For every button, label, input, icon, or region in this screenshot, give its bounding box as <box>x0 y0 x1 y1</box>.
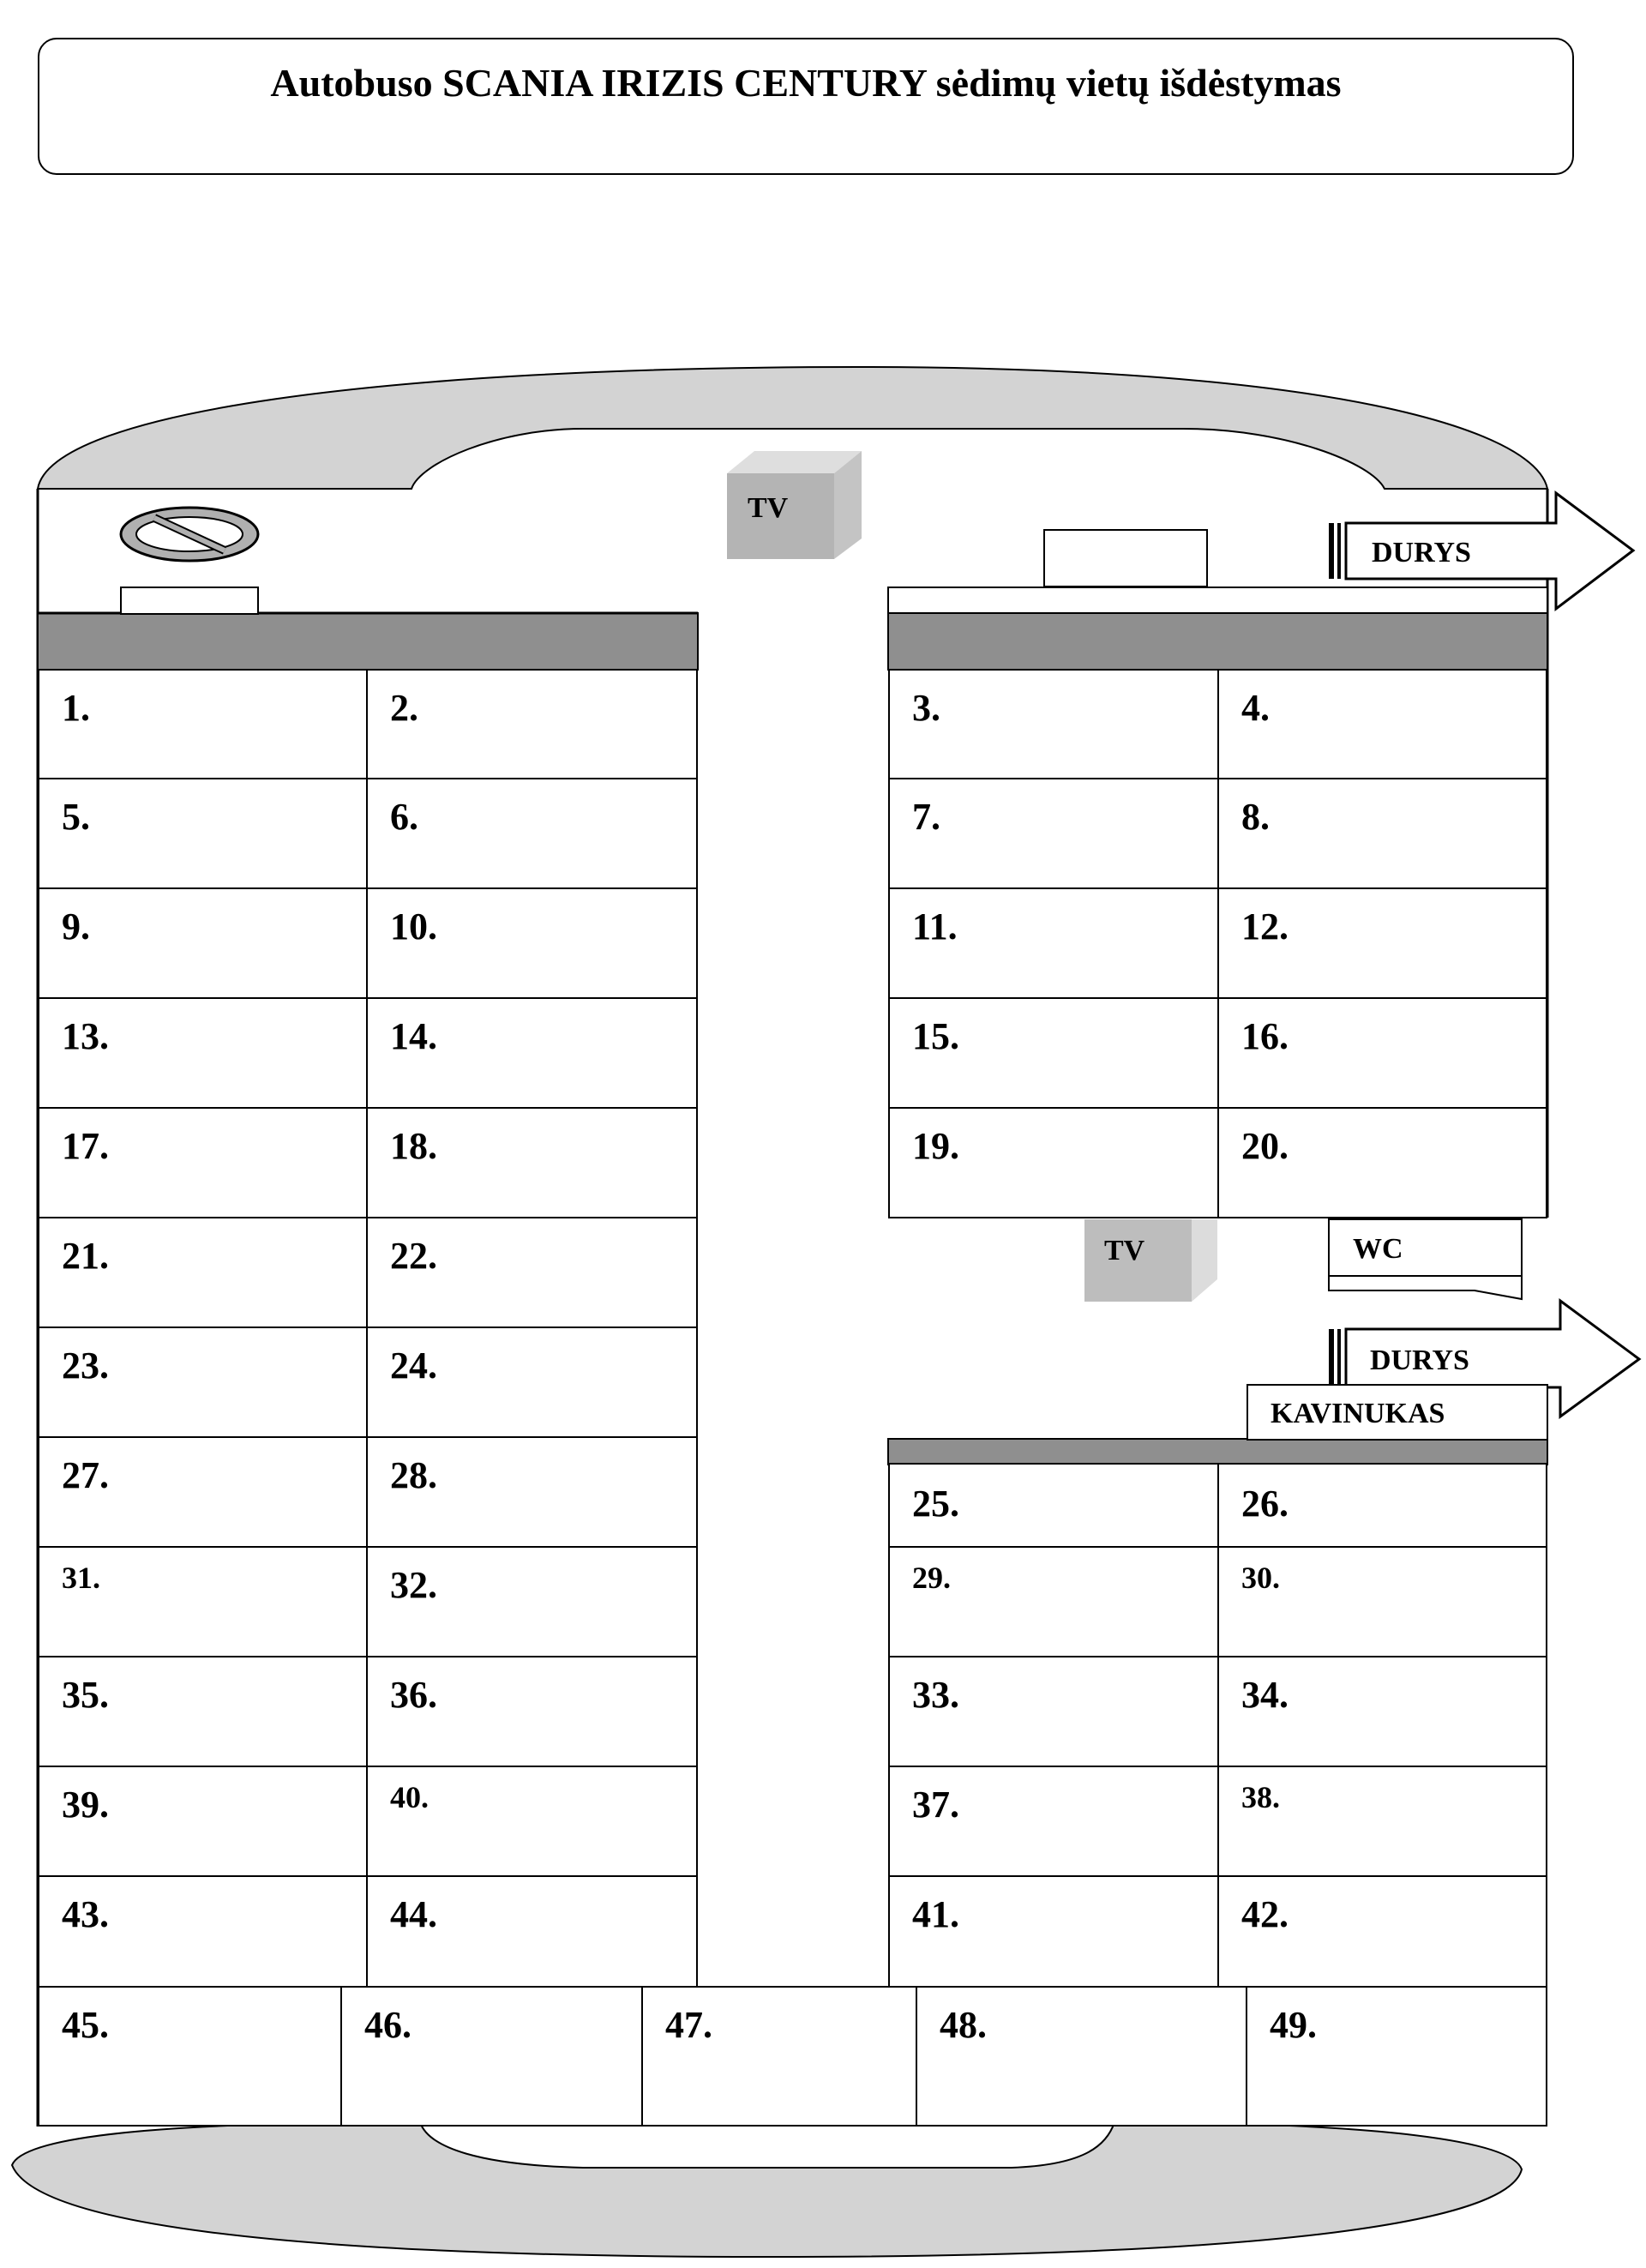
seat-47[interactable]: 47. <box>641 1986 917 2127</box>
seat-6[interactable]: 6. <box>366 778 698 889</box>
seat-41[interactable]: 41. <box>888 1875 1219 1988</box>
seat-48[interactable]: 48. <box>916 1986 1247 2127</box>
seat-4[interactable]: 4. <box>1217 669 1547 779</box>
seat-19[interactable]: 19. <box>888 1107 1219 1218</box>
seat-38[interactable]: 38. <box>1217 1766 1547 1877</box>
seat-22[interactable]: 22. <box>366 1217 698 1328</box>
seat-9[interactable]: 9. <box>38 887 368 999</box>
guide-seat-panel <box>1044 530 1207 587</box>
tv-middle-label: TV <box>1104 1235 1145 1266</box>
seat-18[interactable]: 18. <box>366 1107 698 1218</box>
no-entry-icon <box>121 508 258 561</box>
right-front-divider <box>888 613 1547 670</box>
seat-7[interactable]: 7. <box>888 778 1219 889</box>
bus-rear-shell <box>12 2122 1522 2257</box>
seat-10[interactable]: 10. <box>366 887 698 999</box>
right-middle-divider <box>888 1439 1547 1465</box>
cafe-label: KAVINUKAS <box>1271 1398 1445 1429</box>
seat-13[interactable]: 13. <box>38 997 368 1109</box>
seat-16[interactable]: 16. <box>1217 997 1547 1109</box>
seat-17[interactable]: 17. <box>38 1107 368 1218</box>
seat-43[interactable]: 43. <box>38 1875 368 1988</box>
driver-panel <box>121 587 258 614</box>
seat-28[interactable]: 28. <box>366 1436 698 1548</box>
seat-3[interactable]: 3. <box>888 669 1219 779</box>
seat-40[interactable]: 40. <box>366 1766 698 1877</box>
seat-35[interactable]: 35. <box>38 1656 368 1767</box>
seat-42[interactable]: 42. <box>1217 1875 1547 1988</box>
seat-45[interactable]: 45. <box>38 1986 342 2127</box>
seat-12[interactable]: 12. <box>1217 887 1547 999</box>
left-front-divider <box>38 613 698 670</box>
tv-front-label: TV <box>748 492 789 524</box>
seat-34[interactable]: 34. <box>1217 1656 1547 1767</box>
page-title: Autobuso SCANIA IRIZIS CENTURY sėdimų vietų išdėstymas <box>270 61 1342 105</box>
seat-49[interactable]: 49. <box>1246 1986 1547 2127</box>
seat-21[interactable]: 21. <box>38 1217 368 1328</box>
seat-24[interactable]: 24. <box>366 1327 698 1438</box>
seat-44[interactable]: 44. <box>366 1875 698 1988</box>
seat-8[interactable]: 8. <box>1217 778 1547 889</box>
seat-25[interactable]: 25. <box>888 1463 1219 1548</box>
seat-37[interactable]: 37. <box>888 1766 1219 1877</box>
seat-11[interactable]: 11. <box>888 887 1219 999</box>
seat-14[interactable]: 14. <box>366 997 698 1109</box>
seat-26[interactable]: 26. <box>1217 1463 1547 1548</box>
seat-1[interactable]: 1. <box>38 669 368 779</box>
seat-5[interactable]: 5. <box>38 778 368 889</box>
seat-23[interactable]: 23. <box>38 1327 368 1438</box>
door-middle-label: DURYS <box>1370 1345 1469 1376</box>
seat-32[interactable]: 32. <box>366 1546 698 1657</box>
seat-36[interactable]: 36. <box>366 1656 698 1767</box>
seat-27[interactable]: 27. <box>38 1436 368 1548</box>
seat-15[interactable]: 15. <box>888 997 1219 1109</box>
wc-label: WC <box>1353 1233 1403 1265</box>
door-front-label: DURYS <box>1372 537 1471 569</box>
seat-29[interactable]: 29. <box>888 1546 1219 1657</box>
seat-33[interactable]: 33. <box>888 1656 1219 1767</box>
seat-2[interactable]: 2. <box>366 669 698 779</box>
seat-20[interactable]: 20. <box>1217 1107 1547 1218</box>
seat-30[interactable]: 30. <box>1217 1546 1547 1657</box>
seat-46[interactable]: 46. <box>340 1986 643 2127</box>
seat-31[interactable]: 31. <box>38 1546 368 1657</box>
seat-39[interactable]: 39. <box>38 1766 368 1877</box>
